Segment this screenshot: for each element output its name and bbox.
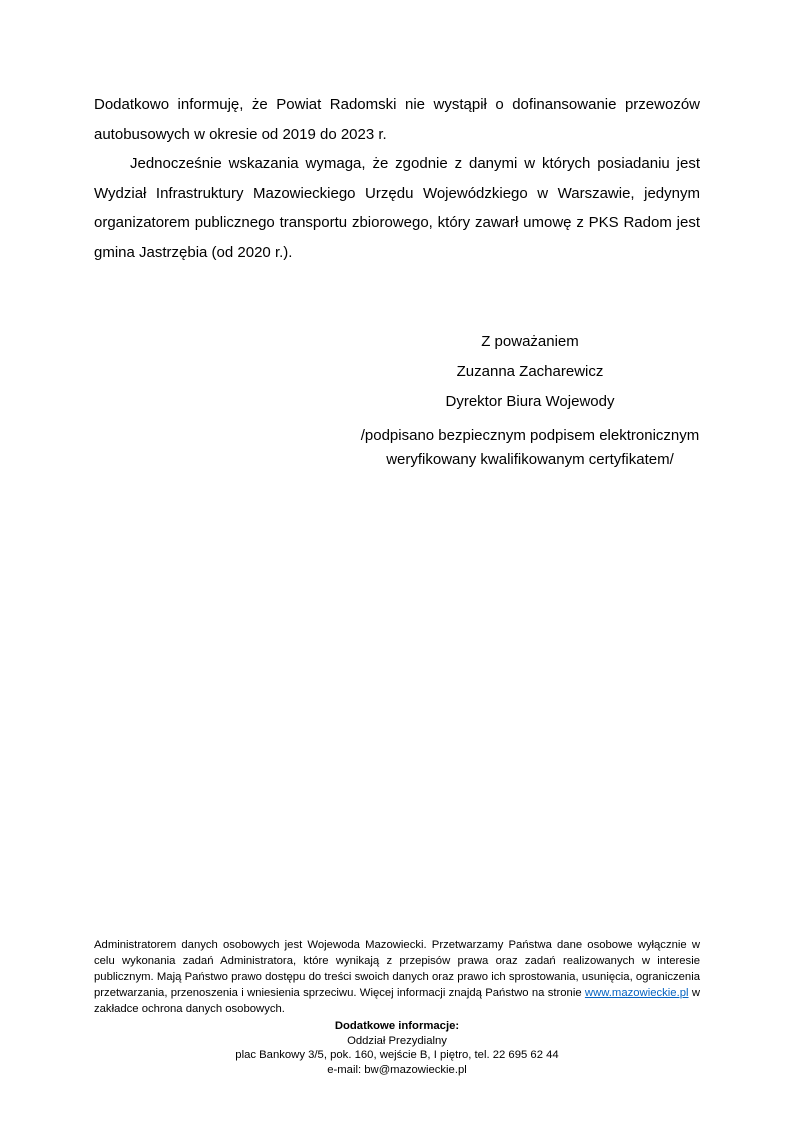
signer-title: Dyrektor Biura Wojewody (445, 393, 615, 410)
electronic-signature-note (358, 424, 702, 471)
privacy-notice-text-before-link: Administratorem danych osobowych jest Wojewoda Mazowiecki. Przetwarzamy Państwa dane osobowe wyłącznie w celu wykonania zadań Administratora, które wynikają z przepisów prawa oraz zadań realizowanych w interesie publicznym. Mają Państwo prawo dostępu do treści swoich danych oraz prawo ich sprostowania, usunięcia, ograniczenia przetwarzania, przenoszenia i wniesienia sprzeciwu. Więcej informacji znajdą Państwo na stronie (94, 939, 700, 999)
page-footer (94, 937, 700, 1078)
signer-name: Zuzanna Zacharewicz (456, 363, 604, 380)
privacy-notice (94, 937, 700, 1017)
paragraph-organizer-info: Jednocześnie wskazania wymaga, że zgodnie z danymi w których posiadaniu jest Wydział Infrastruktury Mazowieckiego Urzędu Wojewódzkiego w Warszawie, jedynym organizatorem publicznego transportu zbiorowego, który zawarł umowę z PKS Radom jest gmina Jastrzębia (od 2020 r.). (94, 155, 700, 261)
letter-body (94, 90, 700, 267)
paragraph-funding-info: Dodatkowo informuję, że Powiat Radomski nie wystąpił o dofinansowanie przewozów autobusowych w okresie od 2019 do 2023 r. (94, 96, 700, 143)
department-name: Oddział Prezydialny (347, 1034, 447, 1047)
electronic-signature-note-line-1: /podpisano bezpiecznym podpisem elektronicznym (360, 427, 700, 444)
mazowieckie-website-link[interactable]: www.mazowieckie.pl (584, 987, 689, 999)
closing-salutation: Z poważaniem (481, 333, 579, 350)
electronic-signature-note-line-2: weryfikowany kwalifikowanym certyfikatem/ (386, 450, 674, 468)
privacy-notice-text-after-link: w zakładce ochrona danych osobowych. (94, 987, 700, 1015)
additional-info-title: Dodatkowe informacje: (334, 1020, 460, 1032)
signature-block (358, 327, 702, 471)
office-address-line: plac Bankowy 3/5, pok. 160, wejście B, I piętro, tel. 22 695 62 44 (235, 1049, 559, 1062)
additional-info-block (94, 1019, 700, 1078)
office-email-line: e-mail: bw@mazowieckie.pl (327, 1064, 467, 1077)
